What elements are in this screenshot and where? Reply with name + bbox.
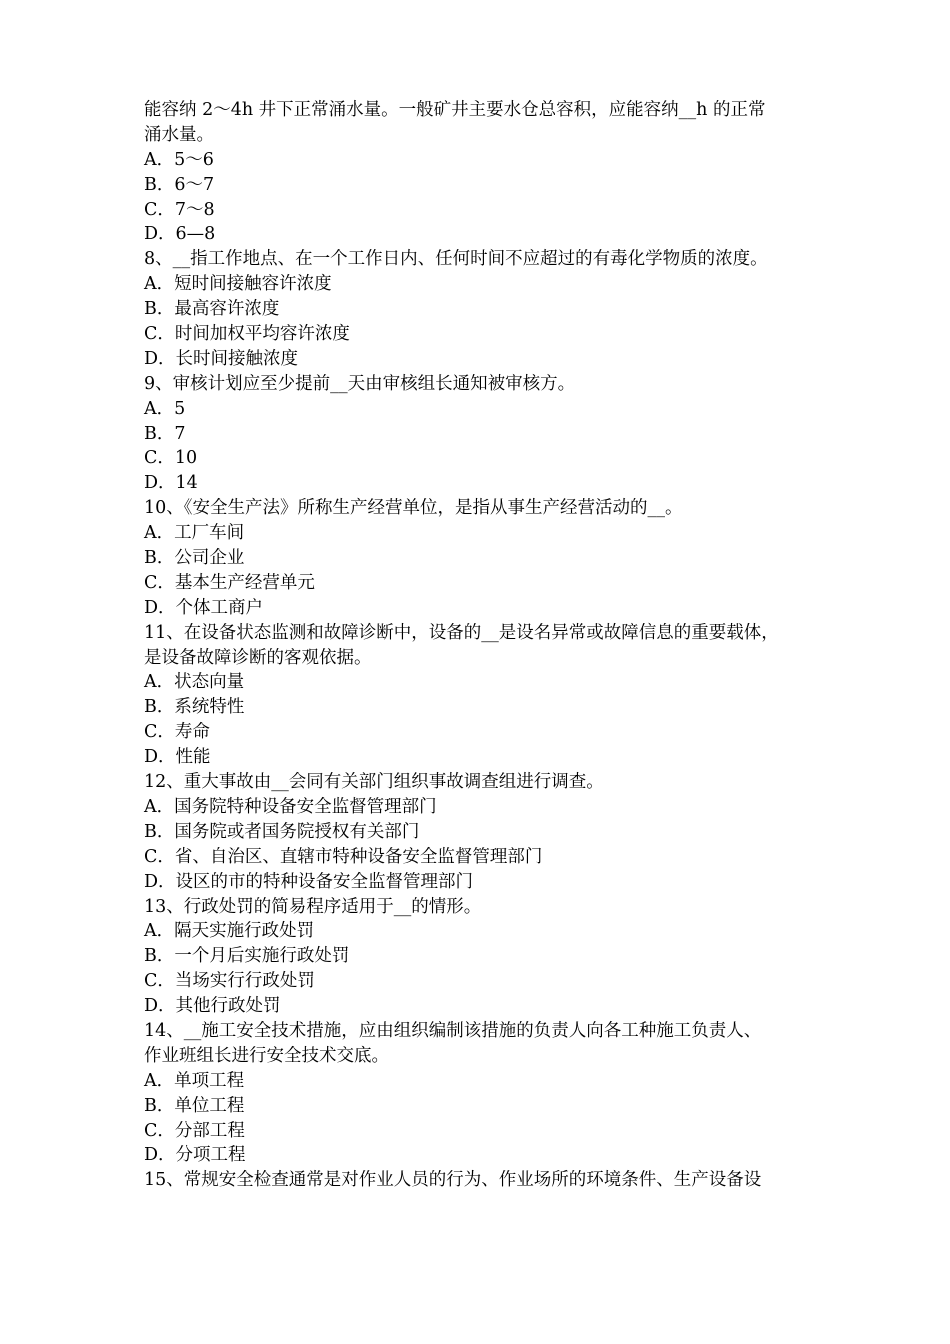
option-line: A．隔天实施行政处罚 (144, 921, 315, 942)
option-line: A．工厂车间 (144, 523, 245, 544)
document-page (144, 98, 810, 1193)
question-line: 14、__施工安全技术措施，应由组织编制该措施的负责人向各工种施工负责人、 (144, 1020, 762, 1041)
option-line: C．时间加权平均容许浓度 (144, 324, 350, 345)
option-line: A．5～6 (144, 149, 214, 170)
option-line: C．分部工程 (144, 1120, 245, 1141)
option-line: D．性能 (144, 747, 211, 768)
question-line: 12、重大事故由__会同有关部门组织事故调查组进行调查。 (144, 772, 604, 793)
option-line: B．系统特性 (144, 697, 245, 718)
text-line: 是设备故障诊断的客观依据。 (144, 647, 372, 668)
text-line: 作业班组长进行安全技术交底。 (144, 1045, 389, 1066)
option-line: B．单位工程 (144, 1095, 245, 1116)
option-line: B．公司企业 (144, 548, 245, 569)
option-line: B．一个月后实施行政处罚 (144, 946, 350, 967)
text-line: 涌水量。 (144, 124, 214, 145)
option-line: B．7 (144, 423, 186, 444)
option-line: D．长时间接触浓度 (144, 348, 299, 369)
option-line: A．国务院特种设备安全监督管理部门 (144, 796, 437, 817)
option-line: A．5 (144, 398, 186, 419)
option-line: D．个体工商户 (144, 597, 264, 618)
option-line: B．国务院或者国务院授权有关部门 (144, 821, 420, 842)
option-line: C．当场实行行政处罚 (144, 971, 315, 992)
option-line: C．省、自治区、直辖市特种设备安全监督管理部门 (144, 846, 543, 867)
question-line: 13、行政处罚的简易程序适用于__的情形。 (144, 896, 482, 917)
option-line: D．设区的市的特种设备安全监督管理部门 (144, 871, 474, 892)
option-line: D．14 (144, 473, 198, 494)
question-line: 9、审核计划应至少提前__天由审核组长通知被审核方。 (144, 373, 576, 394)
question-line: 10、《安全生产法》所称生产经营单位，是指从事生产经营活动的__。 (144, 498, 683, 519)
option-line: D．分项工程 (144, 1145, 246, 1166)
option-line: A．单项工程 (144, 1070, 245, 1091)
option-line: C．基本生产经营单元 (144, 572, 315, 593)
question-line: 15、常规安全检查通常是对作业人员的行为、作业场所的环境条件、生产设备设 (144, 1170, 762, 1191)
option-line: C．10 (144, 448, 198, 469)
text-line: 能容纳 2～4h 井下正常涌水量。一般矿井主要水仓总容积，应能容纳__h 的正常 (144, 100, 766, 120)
option-line: C．寿命 (144, 722, 210, 743)
option-line: C．7～8 (144, 199, 215, 220)
option-line: D．其他行政处罚 (144, 996, 281, 1017)
option-line: B．最高容许浓度 (144, 299, 280, 320)
question-line: 8、__指工作地点、在一个工作日内、任何时间不应超过的有毒化学物质的浓度。 (144, 249, 768, 270)
option-line: A．短时间接触容许浓度 (144, 274, 332, 295)
option-line: D．6—8 (144, 224, 216, 245)
option-line: A．状态向量 (144, 672, 245, 693)
question-line: 11、在设备状态监测和故障诊断中，设备的__是设名异常或故障信息的重要载体， (144, 622, 779, 643)
option-line: B．6～7 (144, 174, 215, 195)
